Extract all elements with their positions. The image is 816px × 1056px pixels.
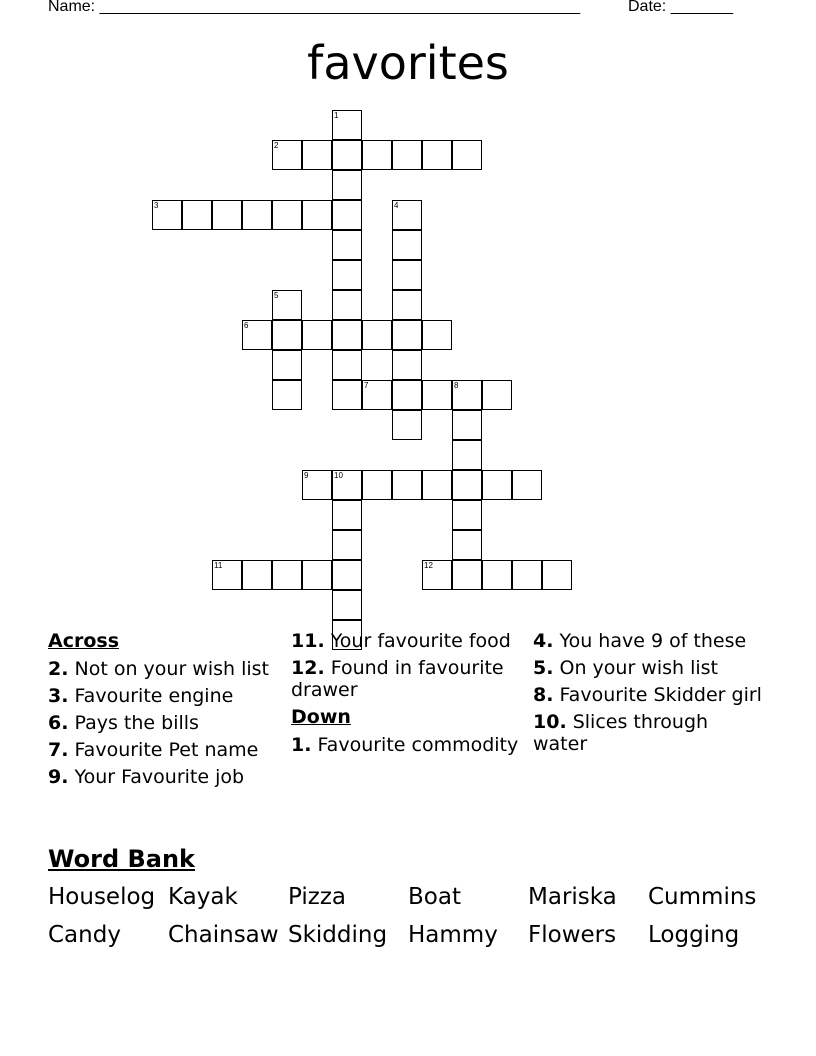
clue-across-7: 7. Favourite Pet name <box>48 739 259 761</box>
word-bank-item: Pizza <box>288 884 346 910</box>
clue-number: 7 <box>364 381 369 390</box>
clue-down-8: 8. Favourite Skidder girl <box>533 684 762 706</box>
clue-number: 11 <box>214 561 223 570</box>
grid-cell[interactable] <box>332 530 362 560</box>
grid-cell[interactable] <box>482 380 512 410</box>
grid-cell[interactable] <box>332 500 362 530</box>
grid-cell[interactable] <box>452 560 482 590</box>
name-field[interactable]: Name: ______________________________________________________ <box>48 0 581 15</box>
grid-cell[interactable] <box>422 320 452 350</box>
grid-cell[interactable] <box>242 200 272 230</box>
grid-cell[interactable] <box>272 200 302 230</box>
grid-cell[interactable] <box>452 140 482 170</box>
grid-cell[interactable] <box>332 560 362 590</box>
clue-number: 5 <box>274 291 279 300</box>
clue-number: 6 <box>244 321 249 330</box>
grid-cell[interactable] <box>332 230 362 260</box>
word-bank-item: Hammy <box>408 922 498 948</box>
grid-cell[interactable] <box>362 140 392 170</box>
word-bank-item: Houselog <box>48 884 156 910</box>
clue-down-1: 1. Favourite commodity <box>291 734 519 756</box>
grid-cell[interactable] <box>452 530 482 560</box>
grid-cell[interactable] <box>482 560 512 590</box>
clue-number: 9 <box>304 471 309 480</box>
grid-cell[interactable] <box>302 560 332 590</box>
grid-cell[interactable] <box>332 290 362 320</box>
word-bank-item: Candy <box>48 922 121 948</box>
grid-cell[interactable] <box>392 140 422 170</box>
grid-cell[interactable] <box>272 350 302 380</box>
clues-column-2 <box>291 630 523 761</box>
grid-cell[interactable] <box>332 140 362 170</box>
clue-number: 12 <box>424 561 433 570</box>
grid-cell[interactable] <box>392 350 422 380</box>
clue-across-3: 3. Favourite engine <box>48 685 234 707</box>
grid-cell[interactable] <box>302 320 332 350</box>
grid-cell[interactable] <box>272 560 302 590</box>
grid-cell[interactable] <box>452 380 482 410</box>
grid-cell[interactable] <box>362 320 392 350</box>
word-bank-title: Word Bank <box>48 845 196 873</box>
grid-cell[interactable] <box>422 560 452 590</box>
grid-cell[interactable] <box>362 380 392 410</box>
grid-cell[interactable] <box>392 320 422 350</box>
grid-cell[interactable] <box>392 260 422 290</box>
clue-across-12: 12. Found in favourite drawer <box>291 657 504 701</box>
grid-cell[interactable] <box>242 560 272 590</box>
grid-cell[interactable] <box>452 440 482 470</box>
across-heading: Across <box>48 630 120 652</box>
grid-cell[interactable] <box>452 410 482 440</box>
clue-number: 4 <box>394 201 399 210</box>
clue-number: 8 <box>454 381 459 390</box>
grid-cell[interactable] <box>422 380 452 410</box>
grid-cell[interactable] <box>332 170 362 200</box>
grid-cell[interactable] <box>482 470 512 500</box>
grid-cell[interactable] <box>392 410 422 440</box>
grid-cell[interactable] <box>362 470 392 500</box>
grid-cell[interactable] <box>272 290 302 320</box>
grid-cell[interactable] <box>332 110 362 140</box>
grid-cell[interactable] <box>452 500 482 530</box>
clue-number: 3 <box>154 201 159 210</box>
clue-down-4: 4. You have 9 of these <box>533 630 747 652</box>
page-title: favorites <box>307 36 509 90</box>
down-heading: Down <box>291 706 351 728</box>
grid-cell[interactable] <box>302 200 332 230</box>
date-field[interactable]: Date: _______ <box>628 0 733 15</box>
grid-cell[interactable] <box>212 560 242 590</box>
clue-number: 10 <box>334 471 343 480</box>
word-bank-item: Cummins <box>648 884 757 910</box>
grid-cell[interactable] <box>392 470 422 500</box>
grid-cell[interactable] <box>422 470 452 500</box>
clues-column-1 <box>48 630 280 793</box>
word-bank-item: Kayak <box>168 884 238 910</box>
grid-cell[interactable] <box>392 290 422 320</box>
grid-cell[interactable] <box>182 200 212 230</box>
clues-column-3 <box>533 630 765 760</box>
grid-cell[interactable] <box>302 140 332 170</box>
grid-cell[interactable] <box>392 230 422 260</box>
grid-cell[interactable] <box>542 560 572 590</box>
word-bank-item: Boat <box>408 884 461 910</box>
clue-number: 2 <box>274 141 279 150</box>
grid-cell[interactable] <box>332 380 362 410</box>
clue-across-9: 9. Your Favourite job <box>48 766 245 788</box>
grid-cell[interactable] <box>272 320 302 350</box>
grid-cell[interactable] <box>512 470 542 500</box>
grid-cell[interactable] <box>332 260 362 290</box>
clue-down-10: 10. Slices through water <box>533 711 709 755</box>
grid-cell[interactable] <box>332 590 362 620</box>
clue-across-2: 2. Not on your wish list <box>48 658 269 680</box>
word-bank-item: Flowers <box>528 922 617 948</box>
grid-cell[interactable] <box>272 140 302 170</box>
grid-cell[interactable] <box>242 320 272 350</box>
grid-cell[interactable] <box>452 470 482 500</box>
grid-cell[interactable] <box>332 350 362 380</box>
clue-across-11: 11. Your favourite food <box>291 630 511 652</box>
grid-cell[interactable] <box>332 470 362 500</box>
grid-cell[interactable] <box>332 200 362 230</box>
grid-cell[interactable] <box>152 200 182 230</box>
word-bank-item: Mariska <box>528 884 617 910</box>
grid-cell[interactable] <box>392 380 422 410</box>
word-bank-item: Skidding <box>288 922 388 948</box>
grid-cell[interactable] <box>332 320 362 350</box>
word-bank-item: Logging <box>648 922 740 948</box>
grid-cell[interactable] <box>212 200 242 230</box>
clue-number: 1 <box>334 111 339 120</box>
grid-cell[interactable] <box>392 200 422 230</box>
clue-across-6: 6. Pays the bills <box>48 712 199 734</box>
grid-cell[interactable] <box>272 380 302 410</box>
grid-cell[interactable] <box>512 560 542 590</box>
grid-cell[interactable] <box>422 140 452 170</box>
word-bank-item: Chainsaw <box>168 922 279 948</box>
grid-cell[interactable] <box>302 470 332 500</box>
clue-down-5: 5. On your wish list <box>533 657 719 679</box>
